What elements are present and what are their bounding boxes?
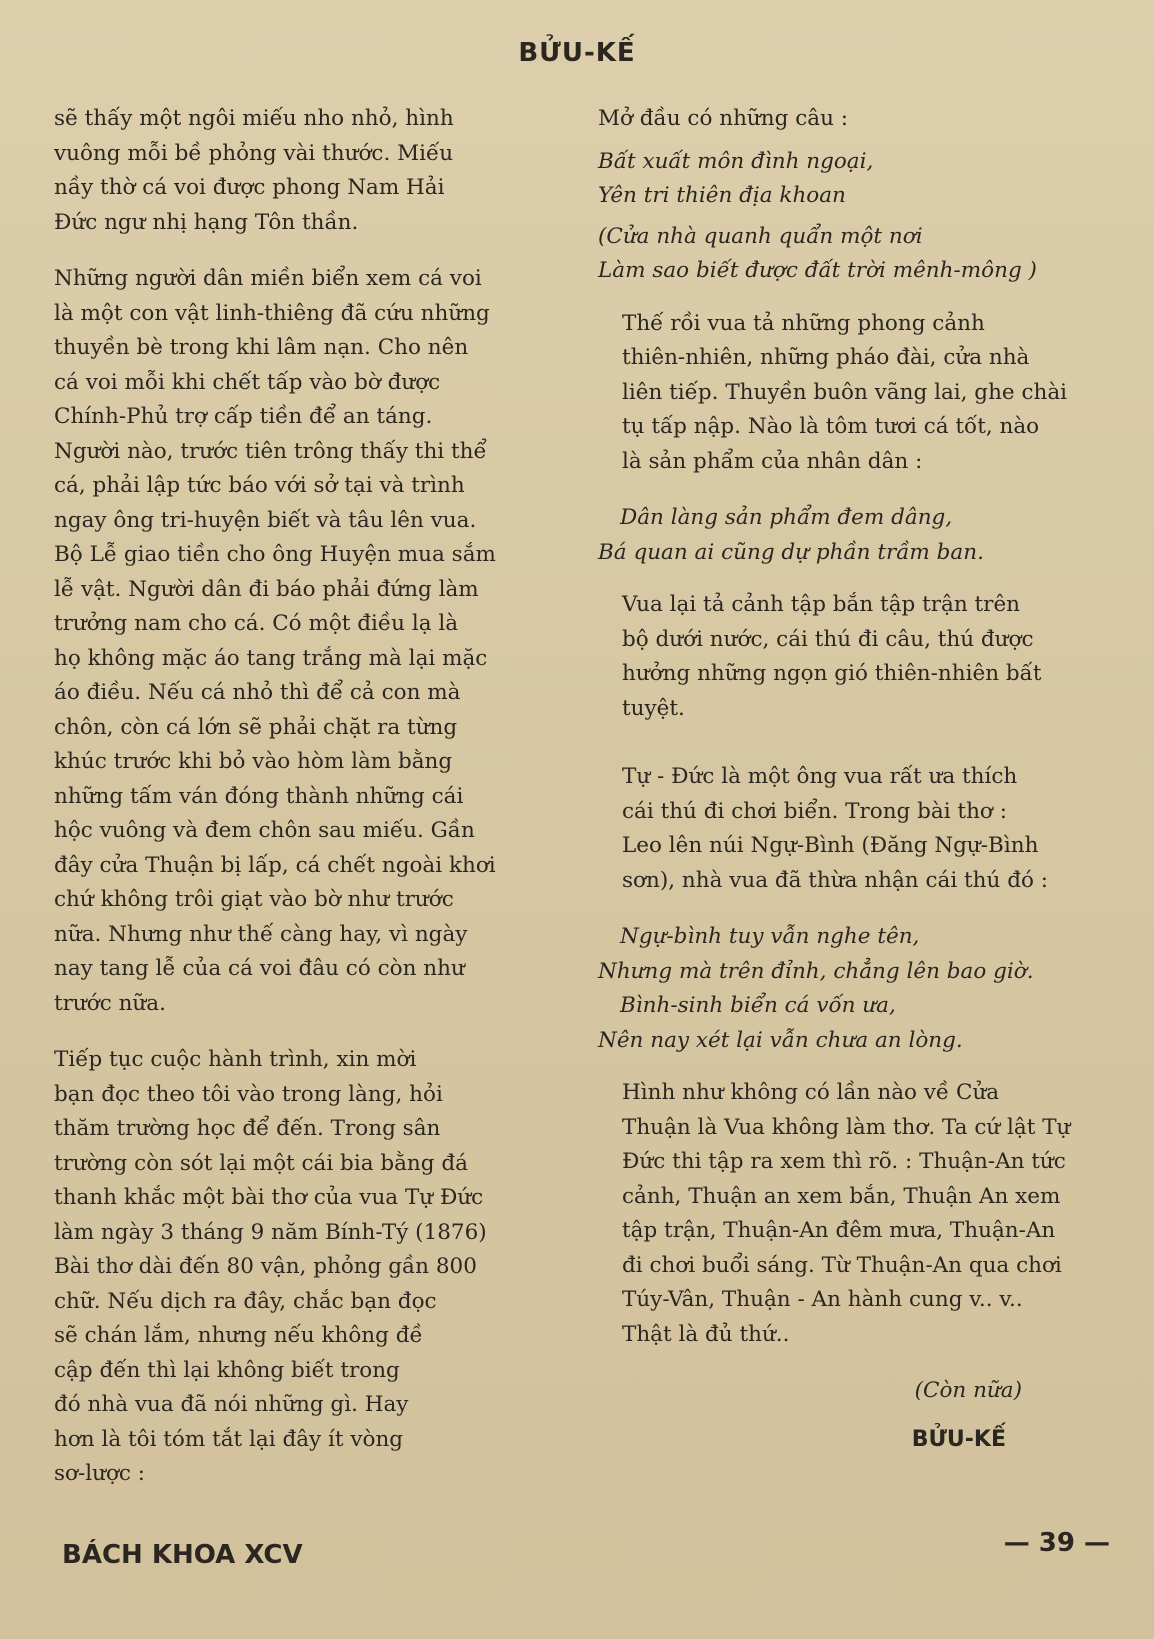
- text-line: bạn đọc theo tôi vào trong làng, hỏi: [54, 1081, 443, 1107]
- page-number: — 39 —: [1003, 1528, 1110, 1558]
- text-line: Đức ngư nhị hạng Tôn thần.: [54, 209, 359, 235]
- paragraph: [598, 760, 1106, 898]
- text-line: trưởng nam cho cá. Có một điều lạ là: [54, 611, 459, 636]
- text-line: Người nào, trước tiên trông thấy thi thể: [54, 438, 487, 464]
- text-line: nữa. Nhưng như thế càng hay, vì ngày: [54, 921, 468, 947]
- paragraph: [598, 307, 1106, 480]
- text-line: tập trận, Thuận-An đêm mưa, Thuận-An: [622, 1218, 1056, 1243]
- verse-line: Bá quan ai cũng dự phần trầm ban.: [598, 539, 984, 565]
- paragraph: [54, 102, 566, 240]
- text-line: cái thú đi chơi biển. Trong bài thơ :: [622, 798, 1007, 824]
- text-line: ngay ông tri-huyện biết và tâu lên vua.: [54, 507, 477, 533]
- text-line: hưởng những ngọn gió thiên-nhiên bất: [622, 661, 1042, 686]
- text-line: nầy thờ cá voi được phong Nam Hải: [54, 175, 445, 200]
- author-signature: BỬU-KẾ: [911, 1426, 1006, 1452]
- text-line: làm ngày 3 tháng 9 năm Bính-Tý (1876): [54, 1219, 487, 1245]
- text-line: Vua lại tả cảnh tập bắn tập trận trên: [622, 592, 1021, 617]
- paragraph: [54, 1043, 566, 1492]
- text-line: sơn), nhà vua đã thừa nhận cái thú đó :: [622, 867, 1048, 893]
- text-line: chôn, còn cá lớn sẽ phải chặt ra từng: [54, 714, 458, 740]
- verse-line: Nên nay xét lại vẫn chưa an lòng.: [598, 1027, 963, 1053]
- text-line: Tiếp tục cuộc hành trình, xin mời: [54, 1047, 417, 1072]
- verse-line: Yên tri thiên địa khoan: [598, 183, 846, 208]
- right-column: [598, 102, 1106, 1457]
- text-line: Túy-Vân, Thuận - An hành cung v.. v..: [622, 1287, 1023, 1312]
- paragraph: [54, 262, 566, 1021]
- verse-block: [598, 501, 1106, 570]
- intro-line: Mở đầu có những câu :: [598, 106, 849, 131]
- text-line: cá voi mỗi khi chết tấp vào bờ được: [54, 369, 441, 395]
- text-line: khúc trước khi bỏ vào hòm làm bằng: [54, 749, 453, 774]
- text-line: liên tiếp. Thuyền buôn vãng lai, ghe chài: [622, 379, 1068, 405]
- text-line: thanh khắc một bài thơ của vua Tự Đức: [54, 1185, 484, 1210]
- text-line: là một con vật linh-thiêng đã cứu những: [54, 300, 490, 326]
- text-line: trường còn sót lại một cái bia bằng đá: [54, 1150, 468, 1176]
- verse-line: Dân làng sản phẩm đem dâng,: [620, 505, 953, 530]
- text-line: hộc vuông và đem chôn sau miếu. Gần: [54, 818, 475, 843]
- text-line: lễ vật. Người dân đi báo phải đứng làm: [54, 576, 479, 602]
- text-line: đi chơi buổi sáng. Từ Thuận-An qua chơi: [622, 1252, 1062, 1278]
- verse-translation: [598, 220, 1106, 289]
- left-column: [54, 102, 566, 1514]
- text-line: chứ không trôi giạt vào bờ như trước: [54, 887, 454, 912]
- verse-line: Ngự-bình tuy vẫn nghe tên,: [620, 924, 920, 949]
- text-line: thăm trường học để đến. Trong sân: [54, 1116, 441, 1141]
- text-line: sẽ thấy một ngôi miếu nho nhỏ, hình: [54, 106, 454, 131]
- text-line: cập đến thì lại không biết trong: [54, 1357, 400, 1383]
- magazine-name: BÁCH KHOA XCV: [62, 1540, 303, 1570]
- text-line: Bài thơ dài đến 80 vận, phỏng gần 800: [54, 1254, 477, 1279]
- text-line: Leo lên núi Ngự-Bình (Đăng Ngự-Bình: [622, 833, 1039, 858]
- verse-block: [598, 920, 1106, 1058]
- text-line: Những người dân miền biển xem cá voi: [54, 266, 482, 291]
- verse-line: Bình-sinh biển cá vốn ưa,: [620, 993, 896, 1018]
- text-line: cảnh, Thuận an xem bắn, Thuận An xem: [622, 1183, 1061, 1209]
- text-line: cá, phải lập tức báo với sở tại và trình: [54, 473, 465, 498]
- text-line: thiên-nhiên, những pháo đài, cửa nhà: [622, 345, 1030, 370]
- text-line: Chính-Phủ trợ cấp tiền để an táng.: [54, 404, 433, 429]
- text-line: những tấm ván đóng thành những cái: [54, 783, 464, 809]
- text-line: sẽ chán lắm, nhưng nếu không đề: [54, 1323, 423, 1348]
- text-line: Hình như không có lần nào về Cửa: [622, 1080, 1000, 1105]
- text-line: họ không mặc áo tang trắng mà lại mặc: [54, 645, 488, 671]
- text-line: sơ-lược :: [54, 1461, 146, 1486]
- text-line: tuyệt.: [622, 695, 685, 721]
- text-line: vuông mỗi bề phỏng vài thước. Miếu: [54, 140, 454, 166]
- text-line: Bộ Lễ giao tiền cho ông Huyện mua sắm: [54, 542, 496, 567]
- text-line: Thế rồi vua tả những phong cảnh: [622, 310, 985, 336]
- paragraph: [598, 588, 1106, 726]
- text-line: là sản phẩm của nhân dân :: [622, 448, 923, 474]
- text-line: áo điều. Nếu cá nhỏ thì để cả con mà: [54, 680, 461, 705]
- text-line: Thuận là Vua không làm thơ. Ta cứ lật Tự: [622, 1114, 1071, 1140]
- text-line: Đức thi tập ra xem thì rõ. : Thuận-An tức: [622, 1149, 1066, 1174]
- text-line: thuyền bè trong khi lâm nạn. Cho nên: [54, 335, 469, 360]
- text-line: Tự - Đức là một ông vua rất ưa thích: [622, 764, 1018, 789]
- text-line: tụ tấp nập. Nào là tôm tươi cá tốt, nào: [622, 414, 1040, 439]
- paragraph: [598, 1076, 1106, 1352]
- verse-line: Bất xuất môn đình ngoại,: [598, 148, 874, 174]
- text-line: đây cửa Thuận bị lấp, cá chết ngoài khơi: [54, 852, 496, 878]
- verse-block: [598, 145, 1106, 214]
- text-line: bộ dưới nước, cái thú đi câu, thú được: [622, 626, 1034, 652]
- verse-line: Nhưng mà trên đỉnh, chẳng lên bao giờ.: [598, 958, 1034, 984]
- text-line: Thật là đủ thứ..: [622, 1321, 790, 1347]
- text-line: nay tang lễ của cá voi đâu có còn như: [54, 956, 465, 981]
- continued-note: (Còn nữa): [914, 1378, 1022, 1403]
- verse-line: Làm sao biết được đất trời mênh-mông ): [598, 258, 1037, 283]
- text-line: chữ. Nếu dịch ra đây, chắc bạn đọc: [54, 1288, 437, 1314]
- text-line: hơn là tôi tóm tắt lại đây ít vòng: [54, 1426, 404, 1452]
- page-header: BỬU-KẾ: [518, 38, 636, 68]
- verse-line: (Cửa nhà quanh quẩn một nơi: [598, 223, 923, 249]
- text-line: đó nhà vua đã nói những gì. Hay: [54, 1392, 409, 1417]
- text-line: trước nữa.: [54, 990, 166, 1016]
